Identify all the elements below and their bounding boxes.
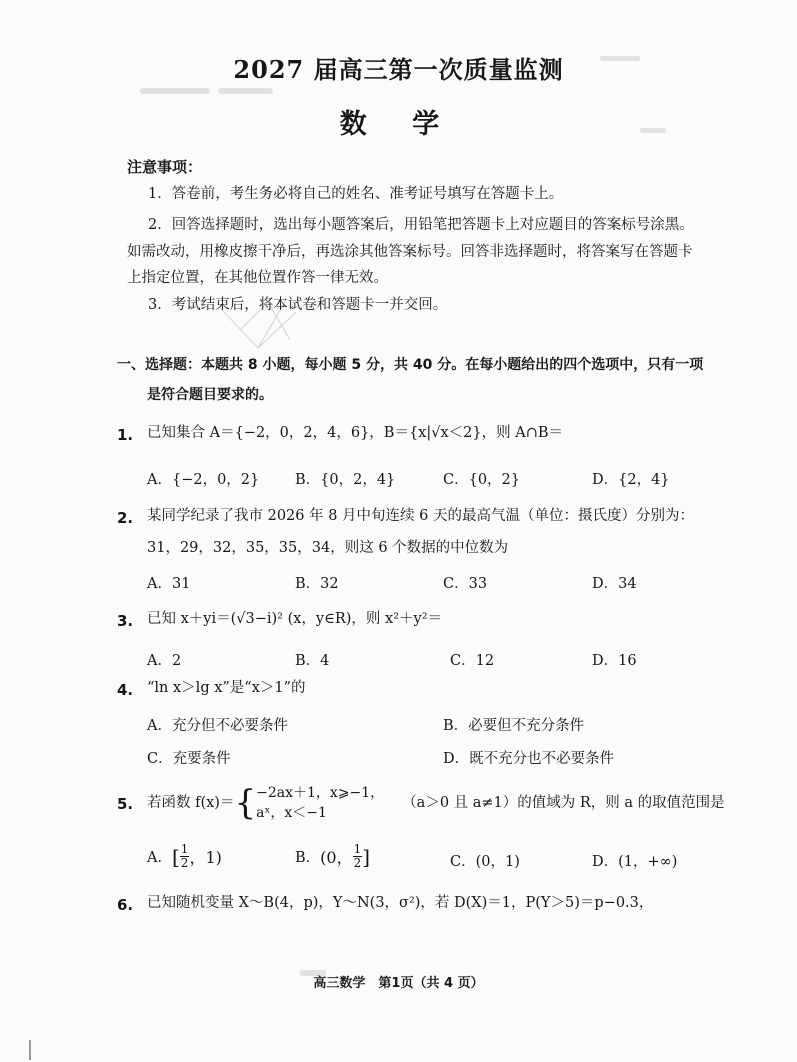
question-1-number: 1. <box>117 426 134 444</box>
section-1-heading-cont: 是符合题目要求的。 <box>147 387 273 403</box>
notice-item-2-cont2: 上指定位置，在其他位置作答一律无效。 <box>127 270 388 286</box>
question-4-option-d: D．既不充分也不必要条件 <box>443 751 615 767</box>
option-a-label: A． <box>147 850 172 867</box>
question-3-option-a: A．2 <box>147 653 182 669</box>
page-footer: 高三数学 第1页（共 4 页） <box>313 976 484 991</box>
question-1-option-a: A．{−2，0，2} <box>147 472 260 488</box>
question-4-number: 4. <box>117 681 134 699</box>
subject-title: 数 学 <box>339 109 458 140</box>
question-4-text: “ln x＞lg x”是“x＞1”的 <box>147 680 306 696</box>
question-6-text: 已知随机变量 X～B(4，p)，Y～N(3，σ²)，若 D(X)＝1，P(Y＞5)＝p−0.3， <box>147 895 654 911</box>
option-b-label: B． <box>295 850 321 867</box>
notice-item-2-cont: 如需改动，用橡皮擦干净后，再选涂其他答案标号。回答非选择题时，将答案写在答题卡 <box>127 244 693 260</box>
question-5-option-a <box>147 843 222 870</box>
question-4-option-c: C．充要条件 <box>147 751 231 767</box>
piecewise-case-1: −2ax＋1，x⩾−1， <box>256 784 385 801</box>
question-5-number: 5. <box>117 795 134 813</box>
notice-heading: 注意事项： <box>127 158 203 176</box>
option-a-fraction <box>180 843 190 870</box>
option-a-bracket-left: [ <box>171 844 180 869</box>
question-2-option-a: A．31 <box>147 576 191 592</box>
question-5-text <box>147 781 725 825</box>
piecewise-brace: { <box>234 783 257 823</box>
piecewise-case-2: aˣ，x＜−1 <box>256 805 327 821</box>
notice-item-2: 2．回答选择题时，选出每小题答案后，用铅笔把答题卡上对应题目的答案标号涂黑。 <box>148 217 694 233</box>
question-5-option-d: D．(1，+∞) <box>592 854 678 870</box>
notice-item-1: 1．答卷前，考生务必将自己的姓名、准考证号填写在答题卡上。 <box>148 186 564 202</box>
option-a-bracket-right: ，1) <box>189 848 222 868</box>
question-5-option-c: C．(0，1) <box>450 854 520 870</box>
question-3-text: 已知 x＋yi＝(√3−i)² (x，y∈R)，则 x²＋y²＝ <box>147 611 443 627</box>
question-1-option-c: C．{0，2} <box>443 472 520 488</box>
question-3-number: 3. <box>117 612 134 630</box>
option-a-fraction-den: 2 <box>180 856 189 871</box>
question-5-option-b <box>295 843 370 870</box>
piecewise-cases <box>256 783 384 824</box>
option-b-fraction-num: 1 <box>353 842 362 856</box>
notice-item-3: 3．考试结束后，将本试卷和答题卡一并交回。 <box>148 297 448 313</box>
option-b-bracket-left: (0， <box>320 848 353 868</box>
question-5-suffix: （a＞0 且 a≠1）的值域为 R，则 a 的取值范围是 <box>402 794 725 811</box>
question-2-number: 2. <box>117 509 134 527</box>
exam-title: 2027 届高三第一次质量监测 <box>233 55 564 84</box>
option-b-fraction-den: 2 <box>353 856 362 871</box>
option-a-fraction-num: 1 <box>180 842 189 856</box>
section-1-heading: 一、选择题：本题共 8 小题，每小题 5 分，共 40 分。在每小题给出的四个选项中，只有一项 <box>117 357 704 373</box>
question-5-prefix: 若函数 f(x)＝ <box>147 794 235 811</box>
question-6-number: 6. <box>117 896 134 914</box>
question-2-text: 某同学纪录了我市 2026 年 8 月中旬连续 6 天的最高气温（单位：摄氏度）分别为： <box>147 508 695 524</box>
question-2-text-cont: 31，29，32，35，35，34，则这 6 个数据的中位数为 <box>147 540 509 556</box>
question-2-option-c: C．33 <box>443 576 488 592</box>
question-1-option-b: B．{0，2，4} <box>295 472 396 488</box>
option-b-fraction <box>353 843 363 870</box>
question-1-text: 已知集合 A＝{−2，0，2，4，6}，B＝{x|√x＜2}，则 A∩B＝ <box>147 425 564 441</box>
question-4-option-b: B．必要但不充分条件 <box>443 718 585 734</box>
question-2-option-d: D．34 <box>592 576 637 592</box>
question-2-option-b: B．32 <box>295 576 339 592</box>
question-3-option-d: D．16 <box>592 653 637 669</box>
question-1-option-d: D．{2，4} <box>592 472 670 488</box>
question-3-option-c: C．12 <box>450 653 495 669</box>
question-4-option-a: A．充分但不必要条件 <box>147 718 288 734</box>
question-3-option-b: B．4 <box>295 653 330 669</box>
option-b-bracket-right: ] <box>362 844 371 869</box>
